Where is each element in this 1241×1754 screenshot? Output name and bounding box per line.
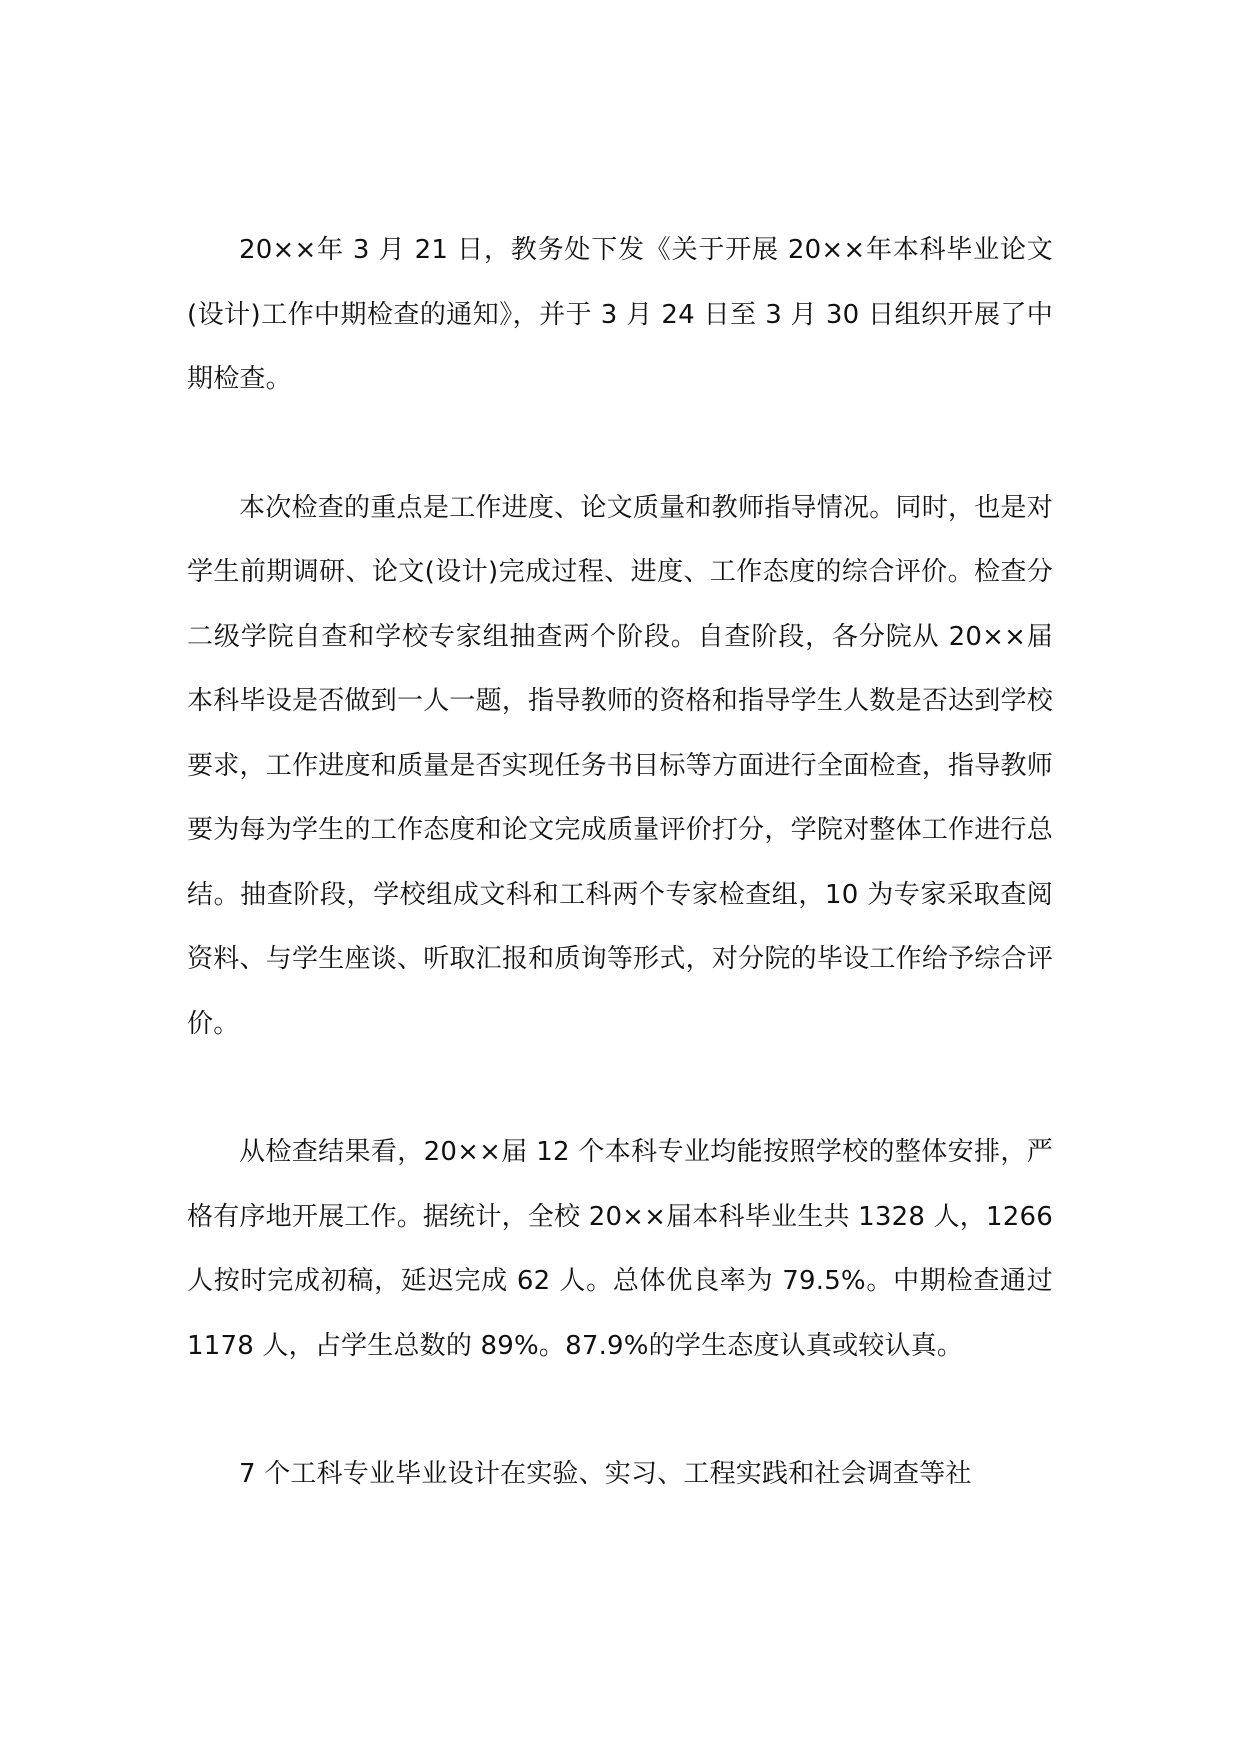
paragraph-inspection-results: 从检查结果看，20××届 12 个本科专业均能按照学校的整体安排，严格有序地开展工作。据统计，全校 20××届本科毕业生共 1328 人，1266 人按时完成初稿，延迟完成 62 人。总体优良率为 79.5%。中期检查通过 1178 人，占学生总数的 89%。87.9%的学生态度认真或较认真。 <box>187 1137 1053 1361</box>
paragraph-midterm-notice: 20××年 3 月 21 日，教务处下发《关于开展 20××年本科毕业论文(设计)工作中期检查的通知》，并于 3 月 24 日至 3 月 30 日组织开展了中期检查。 <box>187 235 1053 394</box>
document-body <box>187 218 1053 1507</box>
paragraph-inspection-focus: 本次检查的重点是工作进度、论文质量和教师指导情况。同时，也是对学生前期调研、论文(设计)完成过程、进度、工作态度的综合评价。检查分二级学院自查和学校专家组抽查两个阶段。自查阶段，各分院从 20××届本科毕设是否做到一人一题，指导教师的资格和指导学生人数是否达到学校要求，工作进度和质量是否实现任务书目标等方面进行全面检查，指导教师要为每为学生的工作态度和论文完成质量评价打分，学院对整体工作进行总结。抽查阶段，学校组成文科和工科两个专家检查组，10 为专家采取查阅资料、与学生座谈、听取汇报和质询等形式，对分院的毕设工作给予综合评价。 <box>187 492 1053 1039</box>
paragraph-engineering-majors: 7 个工科专业毕业设计在实验、实习、工程实践和社会调查等社 <box>239 1459 972 1489</box>
